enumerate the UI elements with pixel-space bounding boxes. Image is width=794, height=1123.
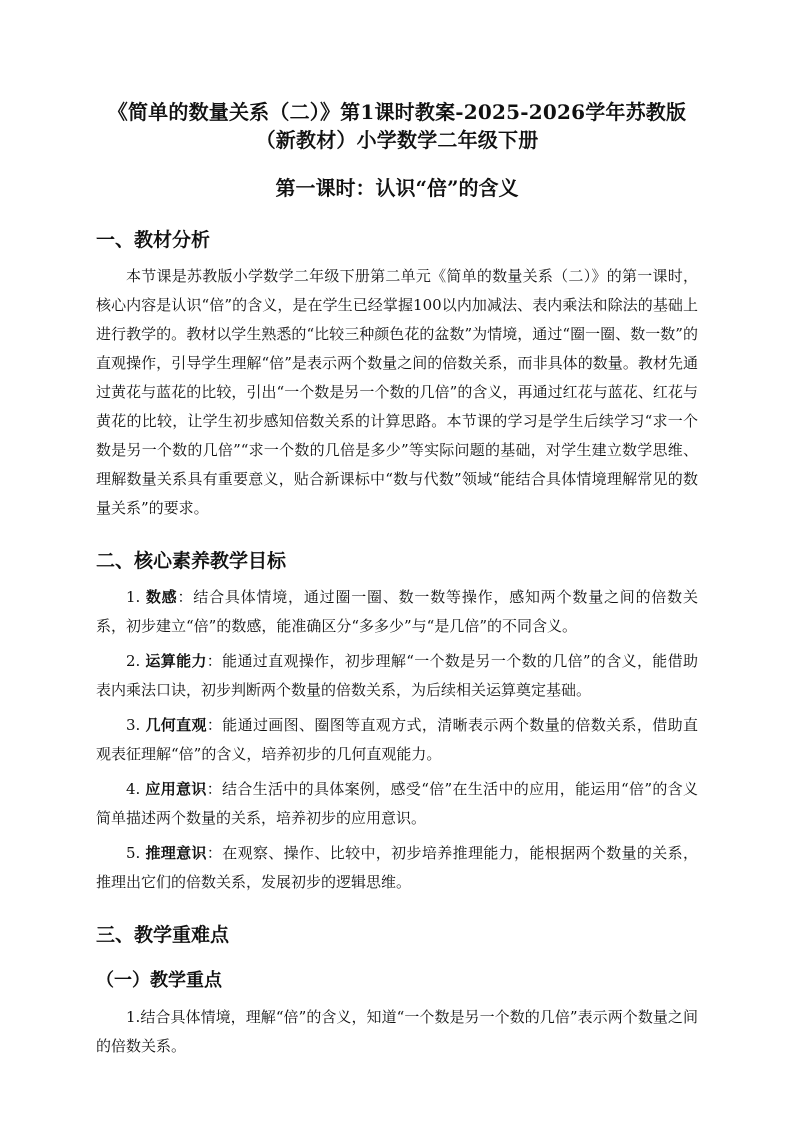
document-title: 《简单的数量关系（二）》第1课时教案-2025-2026学年苏教版（新教材）小学数学二年级下册 xyxy=(107,100,687,152)
sub-heading-teaching-focus: （一）教学重点 xyxy=(96,970,222,991)
goal-number: 4. xyxy=(126,780,146,798)
section-heading-key-points: 三、教学重难点 xyxy=(96,924,230,946)
teaching-focus-item: 1.结合具体情境，理解“倍”的含义，知道“一个数是另一个数的几倍”表示两个数量之间的倍数关系。 xyxy=(96,1008,698,1055)
lesson-title: 第一课时：认识“倍”的含义 xyxy=(275,176,519,200)
goal-label: 几何直观 xyxy=(145,716,207,734)
goal-item-reasoning xyxy=(96,839,698,897)
goal-number: 5. xyxy=(126,844,146,862)
goal-text: ：能通过直观操作，初步理解“一个数是另一个数的几倍”的含义，能借助表内乘法口诀，初步判断两个数量的倍数关系，为后续相关运算奠定基础。 xyxy=(96,652,698,699)
goal-text: ：在观察、操作、比较中，初步培养推理能力，能根据两个数量的关系，推理出它们的倍数关系，发展初步的逻辑思维。 xyxy=(96,844,698,891)
goal-label: 推理意识 xyxy=(145,844,207,862)
analysis-paragraph: 本节课是苏教版小学数学二年级下册第二单元《简单的数量关系（二）》的第一课时，核心内容是认识“倍”的含义，是在学生已经掌握100以内加减法、表内乘法和除法的基础上进行教学的。教材以学生熟悉的“比较三种颜色花的盆数”为情境，通过“圈一圈、数一数”的直观操作，引导学生理解“倍”是表示两个数量之间的倍数关系，而非具体的数量。教材先通过黄花与蓝花的比较，引出“一个数是另一个数的几倍”的含义，再通过红花与蓝花、红花与黄花的比较，让学生初步感知倍数关系的计算思路。本节课的学习是学生后续学习“求一个数是另一个数的几倍”“求一个数的几倍是多少”等实际问题的基础，对学生建立数学思维、理解数量关系具有重要意义，贴合新课标中“数与代数”领域“能结合具体情境理解常见的数量关系”的要求。 xyxy=(96,267,698,517)
section-heading-goals: 二、核心素养教学目标 xyxy=(96,550,287,572)
goal-number: 2. xyxy=(126,652,146,670)
goal-label: 数感 xyxy=(145,588,178,606)
goal-item-number-sense xyxy=(96,583,698,641)
section-heading-analysis: 一、教材分析 xyxy=(96,229,211,251)
goal-text: ：能通过画图、圈图等直观方式，清晰表示两个数量的倍数关系，借助直观表征理解“倍”的含义，培养初步的几何直观能力。 xyxy=(96,716,698,763)
goal-label: 运算能力 xyxy=(145,652,207,670)
goal-item-application xyxy=(96,775,698,833)
goal-text: ：结合生活中的具体案例，感受“倍”在生活中的应用，能运用“倍”的含义简单描述两个数量的关系，培养初步的应用意识。 xyxy=(96,780,698,827)
goal-number: 1. xyxy=(126,588,146,606)
goal-item-geometric-intuition xyxy=(96,711,698,769)
goal-item-computation xyxy=(96,647,698,705)
goal-number: 3. xyxy=(126,716,146,734)
goal-text: ：结合具体情境，通过圈一圈、数一数等操作，感知两个数量之间的倍数关系，初步建立“倍”的数感，能准确区分“多多少”与“是几倍”的不同含义。 xyxy=(96,588,698,635)
goal-label: 应用意识 xyxy=(145,780,207,798)
